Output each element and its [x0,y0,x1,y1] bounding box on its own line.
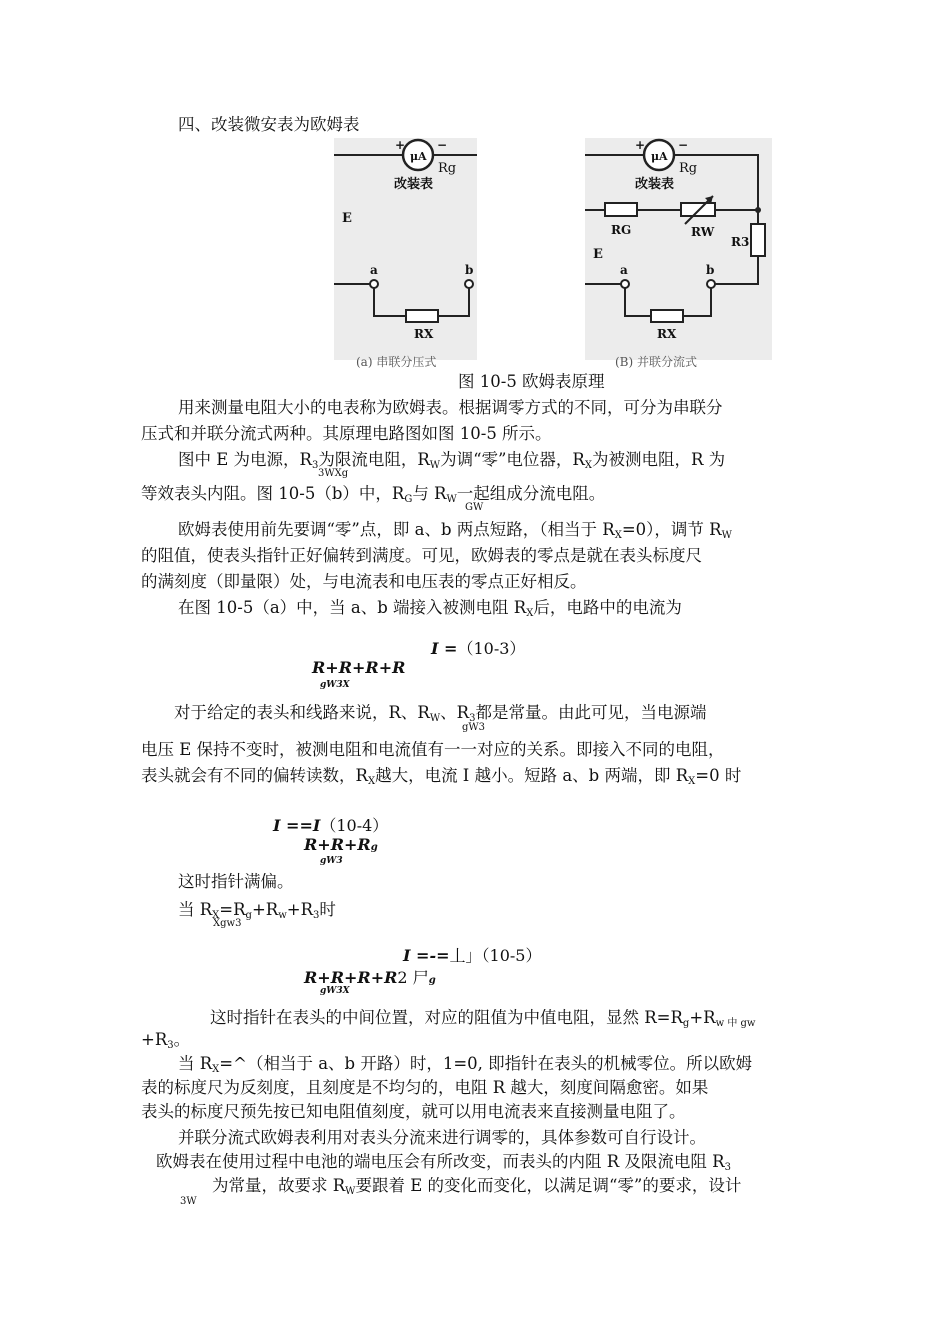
p2-subscript-row-2: GW [465,502,484,513]
equation-10-3-denominator: R+R+R+R [312,658,406,677]
rw-label-b: RW [691,225,715,239]
rg-label-b: Rg [679,161,698,176]
section-heading: 四、改装微安表为欧姆表 [178,115,360,134]
equation-10-5-subscripts: gW3X [320,986,350,996]
p1-line-1: 用来测量电阻大小的电表称为欧姆表。根据调零方式的不同，可分为串联分 [178,398,723,417]
figure-b-parallel-circuit [585,138,772,369]
meter-label-b: 改装表 [635,177,675,192]
figure-a-caption: (a) 串联分压式 [356,355,437,369]
equation-10-3: I =（10-3） [431,639,526,658]
terminal-a-label-b: a [620,263,628,277]
p11-line-2: 为常量，故要求 $R_W$要跟着 E 的变化而变化，以满足调“零”的要求，设计 [212,1176,742,1197]
equation-10-5-denominator: R+R+R+R2 尸g [304,968,436,987]
p9-line-3: 表头的标度尺预先按已知电阻值刻度，就可以用电流表来直接测量电阻了。 [141,1102,686,1121]
equation-10-4-subscripts: gW3 [320,856,343,866]
minus-sign-a: − [437,138,448,152]
p5-line-3: 表头就会有不同的偏转读数，$R_X$越大，电流 I 越小。短路 a、b 两端，即 $R_X=0$ 时 [141,766,742,787]
p3-line-3: 的满刻度（即量限）处，与电流表和电压表的零点正好相反。 [141,572,587,591]
source-label-a: E [342,211,352,226]
p2-line-1: 图中 E 为电源，$R_3$为限流电阻，$R_W$为调“零”电位器，$R_X$为被测电阻，R 为 [178,450,726,471]
equation-10-4: I ==I（10-4） [273,816,389,835]
equation-10-4-denominator: R+R+Rg [304,835,378,854]
p6-line-1: 这时指针满偏。 [178,872,294,891]
figure-a-series-circuit [334,138,477,369]
circuit-b-diagram [585,138,772,369]
p9-line-2: 表的标度尺为反刻度，且刻度是不均匀的，电阻 R 越大，刻度间隔愈密。如果 [141,1078,709,1097]
meter-symbol-a: μA [410,150,427,163]
minus-sign-b: − [678,138,689,152]
p7-subscript-row: Xgw3 [213,918,242,929]
source-label-b: E [593,247,603,262]
p8-line-1: 这时指针在表头的中间位置，对应的阻值为中值电阻，显然 $R=R_g+R_{w 中 gw}$ [210,1008,756,1029]
p9-line-1: 当 $R_X=\^{}$（相当于 a、b 开路）时，1=0, 即指针在表头的机械零位。所以欧姆 [178,1054,753,1075]
p10-line-1: 并联分流式欧姆表利用对表头分流来进行调零的，具体参数可自行设计。 [178,1128,706,1147]
terminal-b-label-b: b [706,263,715,277]
p5-line-2: 电压 E 保持不变时，被测电阻和电流值有一一对应的关系。即接入不同的电阻， [141,740,725,759]
rx-label-b: RX [657,327,677,341]
p7-line-1: 当 $R_X=R_g+R_w+R_3$时 [178,900,336,921]
plus-sign-b: + [635,138,646,152]
figure-title: 图 10-5 欧姆表原理 [458,372,605,391]
rx-label-a: RX [414,327,434,341]
p11-line-1: 欧姆表在使用过程中电池的端电压会有所改变，而表头的内阻 R 及限流电阻 $R_3$ [156,1152,731,1173]
p2-line-2: 等效表头内阻。图 10-5（b）中，$R_G$与 $R_W$一起组成分流电阻。 [141,484,606,505]
p5-subscript-row: gW3 [462,722,486,733]
p3-line-2: 的阻值，使表头指针正好偏转到满度。可见，欧姆表的零点是就在表头标度尺 [141,546,702,565]
p11-subscript-row: 3W [180,1196,197,1207]
p5-line-1: 对于给定的表头和线路来说，R、$R_W$、$R_3$都是常量。由此可见，当电源端 [174,703,707,724]
circuit-a-diagram [334,138,477,369]
p2-subscript-row: 3WXg [318,468,349,479]
rG-label-b: RG [611,223,632,237]
p4-line-1: 在图 10-5（a）中，当 a、b 端接入被测电阻 $R_X$后，电路中的电流为 [178,598,682,619]
meter-label-a: 改装表 [394,177,434,192]
r3-label-b: R3 [731,235,750,249]
meter-symbol-b: μA [651,150,668,163]
p1-line-2: 压式和并联分流式两种。其原理电路图如图 10-5 所示。 [141,424,552,443]
figure-b-caption: (B) 并联分流式 [615,355,697,369]
terminal-a-label: a [370,263,378,277]
rg-label-a: Rg [438,161,457,176]
p3-line-1: 欧姆表使用前先要调“零”点，即 a、b 两点短路，（相当于 $R_X=0$），调节 $R_W$ [178,520,732,541]
p8-line-2: $+R_3$。 [141,1030,191,1051]
terminal-b-label: b [465,263,474,277]
equation-10-5: I =-=丄」（10-5） [403,946,542,965]
equation-10-3-subscripts: gW3X [320,680,350,690]
plus-sign-a: + [395,138,406,152]
